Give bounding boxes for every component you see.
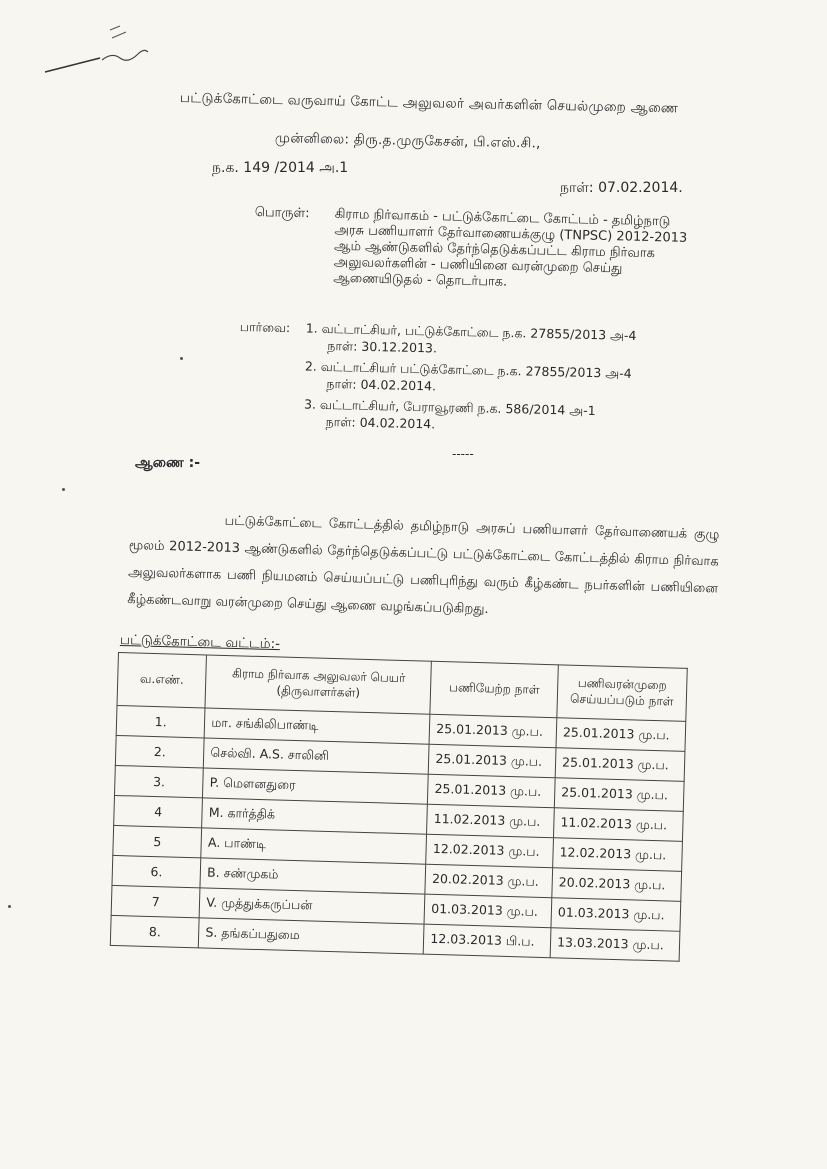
cell-regularization: 25.01.2013 மு.ப.	[555, 748, 685, 782]
cell-joining: 12.02.2013 மு.ப.	[426, 834, 554, 868]
cell-joining: 12.03.2013 பி.ப.	[423, 924, 551, 958]
cell-name: V. முத்துக்கருப்பன்	[199, 888, 425, 924]
references-block	[237, 318, 679, 442]
header-line-1: பட்டுக்கோட்டை வருவாய் கோட்ட அலுவலர் அவர்களின் செயல்முறை ஆணை	[179, 90, 679, 117]
taluk-heading: பட்டுக்கோட்டை வட்டம்:-	[119, 632, 281, 653]
column-header-regularization: பணிவரன்முறை செய்யப்படும் நாள்	[557, 665, 687, 722]
column-header-sno: வ.எண்.	[117, 653, 207, 708]
order-date: நாள்: 07.02.2014.	[560, 180, 683, 196]
cell-joining: 11.02.2013 மு.ப.	[427, 804, 555, 838]
cell-sno: 2.	[115, 735, 204, 767]
cell-regularization: 12.02.2013 மு.ப.	[553, 838, 683, 872]
cell-joining: 25.01.2013 மு.ப.	[429, 714, 557, 748]
subject-label: பொருள்:	[254, 205, 310, 222]
cell-sno: 4	[114, 795, 203, 827]
cell-name: S. தங்கப்பதுமை	[199, 918, 425, 954]
cell-regularization: 11.02.2013 மு.ப.	[553, 808, 683, 842]
subject-text: கிராம நிர்வாகம் - பட்டுக்கோட்டை கோட்டம் - தமிழ்நாடு அரசு பணியாளர் தேர்வாணையக்குழு (TNPSC) 2012-2013 ஆம் ஆண்டுகளில் தேர்ந்தெடுக்கப்பட்ட கிராம நிர்வாக அலுவலர்களின் - பணியினை வரன்முறை செய்து ஆணையிடுதல் - தொடர்பாக.	[333, 206, 688, 290]
cell-name: மா. சங்கிலிபாண்டி	[204, 708, 430, 744]
cell-sno: 1.	[116, 705, 205, 737]
cell-sno: 3.	[114, 765, 203, 797]
cell-joining: 01.03.2013 மு.ப.	[424, 894, 552, 928]
subject-block	[253, 205, 695, 295]
cell-name: A. பாண்டி	[201, 828, 427, 864]
vao-table	[110, 652, 688, 962]
cell-regularization: 25.01.2013 மு.ப.	[556, 718, 686, 752]
cell-sno: 8.	[110, 915, 199, 947]
separator: -----	[452, 447, 474, 461]
cell-name: B. சண்முகம்	[200, 858, 426, 894]
reference-item: 3. வட்டாட்சியர், பேராவூரணி ந.க. 586/2014 அ-1	[303, 396, 596, 419]
reference-date: நாள்: 04.02.2014.	[326, 375, 437, 394]
cell-joining: 20.02.2013 மு.ப.	[425, 864, 553, 898]
reference-date: நாள்: 04.02.2014.	[325, 413, 436, 432]
header-line-2: முன்னிலை: திரு.த.முருகேசன், பி.எஸ்.சி.,	[274, 130, 541, 152]
reference-date: நாள்: 30.12.2013.	[327, 337, 438, 356]
cell-name: P. மௌனதுரை	[203, 768, 429, 804]
cell-regularization: 25.01.2013 மு.ப.	[554, 778, 684, 812]
cell-name: M. கார்த்திக்	[202, 798, 428, 834]
cell-joining: 25.01.2013 மு.ப.	[429, 744, 557, 778]
column-header-joining: பணியேற்ற நாள்	[430, 661, 558, 718]
reference-item: 2. வட்டாட்சியர் பட்டுக்கோட்டை ந.க. 27855/2013 அ-4	[304, 358, 632, 381]
scan-speck	[62, 488, 65, 491]
order-paragraph: பட்டுக்கோட்டை கோட்டத்தில் தமிழ்நாடு அரசுப் பணியாளர் தேர்வாணையக் குழு மூலம் 2012-2013 ஆண்டுகளில் தேர்ந்தெடுக்கப்பட்டு பட்டுக்கோட்டை கோட்டத்தில் கிராம நிர்வாக அலுவலர்களாக பணி நியமனம் செய்யப்பட்டு பணிபுரிந்து வரும் கீழ்கண்ட நபர்களின் பணியினை கீழ்கண்டவாறு வரன்முறை செய்து ஆணை வழங்கப்படுகிறது.	[127, 513, 720, 618]
handwritten-mark	[40, 20, 160, 80]
reference-number: ந.க. 149 /2014 அ.1	[212, 160, 349, 176]
cell-sno: 5	[113, 825, 202, 857]
cell-sno: 7	[111, 885, 200, 917]
cell-regularization: 13.03.2013 மு.ப.	[550, 928, 680, 962]
cell-regularization: 01.03.2013 மு.ப.	[551, 898, 681, 932]
order-heading: ஆணை :-	[135, 455, 201, 471]
reference-item: 1. வட்டாட்சியர், பட்டுக்கோட்டை ந.க. 27855/2013 அ-4	[305, 320, 637, 343]
cell-name: செல்வி. A.S. சாலினி	[204, 738, 430, 774]
cell-joining: 25.01.2013 மு.ப.	[428, 774, 556, 808]
scan-speck	[8, 905, 11, 908]
cell-sno: 6.	[112, 855, 201, 887]
cell-regularization: 20.02.2013 மு.ப.	[552, 868, 682, 902]
references-label: பார்வை:	[239, 318, 291, 336]
column-header-name: கிராம நிர்வாக அலுவலர் பெயர் (திருவாளர்கள்)	[205, 655, 431, 714]
scan-speck	[180, 357, 183, 360]
